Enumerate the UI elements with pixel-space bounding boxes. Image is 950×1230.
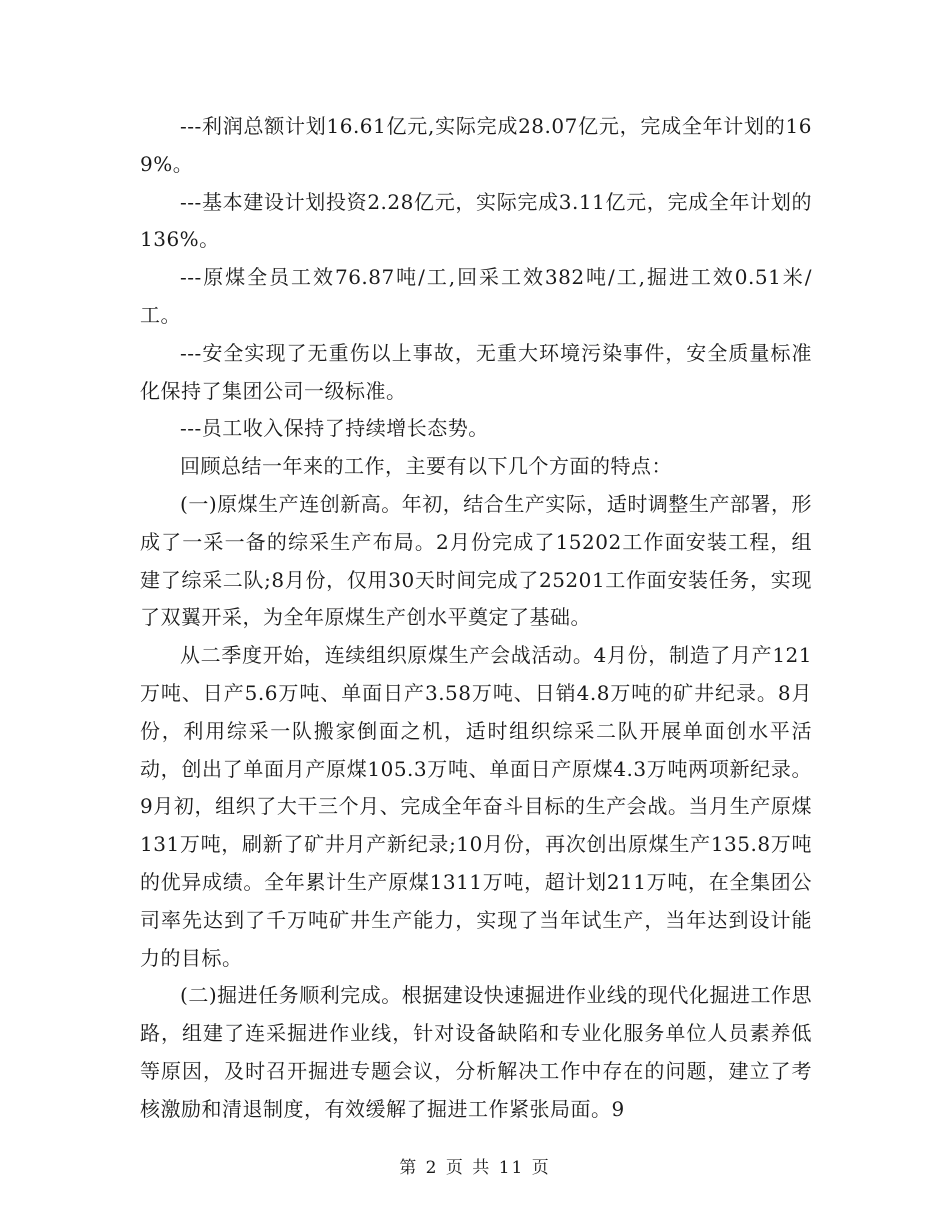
- paragraph-safety: ---安全实现了无重伤以上事故，无重大环境污染事件，安全质量标准化保持了集团公司一级标准。: [140, 340, 812, 403]
- paragraph-income: ---员工收入保持了持续增长态势。: [180, 416, 489, 441]
- paragraph-review: 回顾总结一年来的工作，主要有以下几个方面的特点：: [180, 454, 672, 479]
- paragraph-efficiency: ---原煤全员工效76.87吨/工,回采工效382吨/工,掘进工效0.51米/工。: [140, 265, 812, 327]
- paragraph-production-campaign: 从二季度开始，连续组织原煤生产会战活动。4月份，制造了月产121万吨、日产5.6万吨、单面日产3.58万吨、日销4.8万吨的矿井纪录。8月份，利用综采一队搬家倒面之机，适时组织综采二队开展单面创水平活动，创出了单面月产原煤105.3万吨、单面日产原煤4.3万吨两项新纪录。9月初，组织了大干三个月、完成全年奋斗目标的生产会战。当月生产原煤131万吨，刷新了矿井月产新纪录;10月份，再次创出原煤生产135.8万吨的优异成绩。全年累计生产原煤1311万吨，超计划211万吨，在全集团公司率先达到了千万吨矿井生产能力，实现了当年试生产，当年达到设计能力的目标。: [140, 643, 812, 970]
- paragraph-profit: ---利润总额计划16.61亿元,实际完成28.07亿元，完成全年计划的169%。: [140, 114, 812, 176]
- paragraph-section-two: (二)掘进任务顺利完成。根据建设快速掘进作业线的现代化掘进工作思路，组建了连采掘进作业线，针对设备缺陷和专业化服务单位人员素养低等原因，及时召开掘进专题会议，分析解决工作中存在的问题，建立了考核激励和清退制度，有效缓解了掘进工作紧张局面。9: [140, 983, 812, 1121]
- paragraph-section-one: (一)原煤生产连创新高。年初，结合生产实际，适时调整生产部署，形成了一采一备的综采生产布局。2月份完成了15202工作面安装工程，组建了综采二队;8月份，仅用30天时间完成了25201工作面安装任务，实现了双翼开采，为全年原煤生产创水平奠定了基础。: [140, 491, 812, 630]
- page-number-footer: 第 2 页 共 11 页: [399, 1158, 551, 1178]
- paragraph-investment: ---基本建设计划投资2.28亿元，实际完成3.11亿元，完成全年计划的136%。: [140, 189, 812, 252]
- document-body: [140, 108, 812, 1129]
